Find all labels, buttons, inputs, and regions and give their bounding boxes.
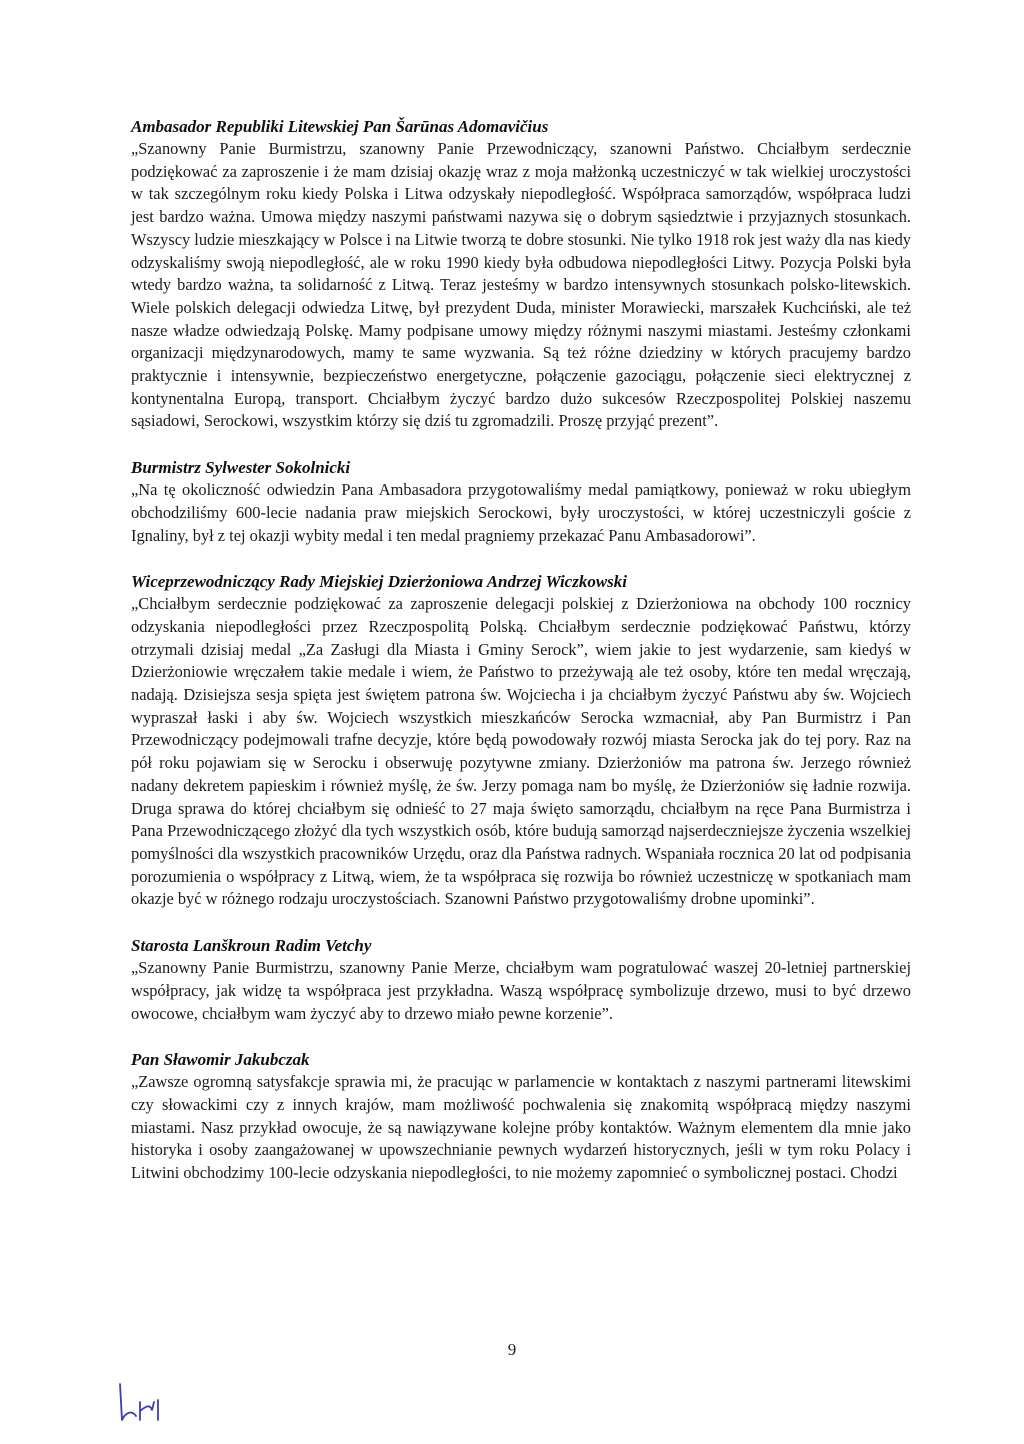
speech-text: „Szanowny Panie Burmistrzu, szanowny Panie Przewodniczący, szanowni Państwo. Chciałbym serdecznie podziękować za zaproszenie i że mam dzisiaj okazję wraz z moja małżonką uczestniczyć w tak wielkiej uroczystości w tak szczególnym roku kiedy Polska i Litwa odzyskały niepodległość. Współpraca samorządów, współpraca ludzi jest bardzo ważna. Umowa między naszymi państwami nazywa się o dobrym sąsiedztwie i przyjaznych stosunkach. Wszyscy ludzie mieszkający w Polsce i na Litwie tworzą te dobre stosunki. Nie tylko 1918 rok jest waży dla nas kiedy odzyskaliśmy swoją niepodległość, ale w roku 1990 kiedy była odbudowa niepodległości Litwy. Pozycja Polski była wtedy bardzo ważna, ta solidarność z Litwą. Teraz jesteśmy w bardzo intensywnych stosunkach polsko-litewskich. Wiele polskich delegacji odwiedza Litwę, był prezydent Duda, minister Morawiecki, marszałek Kuchciński, ale też nasze władze odwiedzają Polskę. Mamy podpisane umowy między różnymi naszymi miastami. Jesteśmy członkami organizacji międzynarodowych, mamy te same wyzwania. Są też różne dziedziny w których pracujemy bardzo praktycznie i intensywnie, bezpieczeństwo energetyczne, połączenie gazociągu, połączenie sieci elektrycznej z kontynentalna Europą, transport. Chciałbym życzyć bardzo dużo sukcesów Rzeczpospolitej Polskiej naszemu sąsiadowi, Serockowi, wszystkim którzy się dziś tu zgromadzili. Proszę przyjąć prezent”.	[131, 139, 911, 431]
document-page	[131, 116, 911, 1209]
speech-text: „Na tę okoliczność odwiedzin Pana Ambasadora przygotowaliśmy medal pamiątkowy, ponieważ w roku ubiegłym obchodziliśmy 600-lecie nadania praw miejskich Serockowi, były uroczystości, w której uczestniczyli goście z Ignaliny, był z tej okazji wybity medal i ten medal pragniemy przekazać Panu Ambasadorowi”.	[131, 480, 911, 545]
handwritten-initials-signature	[112, 1380, 172, 1424]
speech-section	[131, 571, 911, 911]
speech-text: „Chciałbym serdecznie podziękować za zaproszenie delegacji polskiej z Dzierżoniowa na obchody 100 rocznicy odzyskania niepodległości przez Rzeczpospolitą Polską. Chciałbym serdecznie podziękować Państwu, którzy otrzymali dzisiaj medal „Za Zasługi dla Miasta i Gminy Serock”, wiem jakie to jest wydarzenie, sam kiedyś w Dzierżoniowie wręczałem takie medale i wiem, że Państwo to przeżywają ale też osoby, które ten medal wręczają, nadają. Dzisiejsza sesja spięta jest świętem patrona św. Wojciecha i ja chciałbym życzyć Państwu aby św. Wojciech wypraszał łaski i aby św. Wojciech wszystkich mieszkańców Serocka wzmacniał, aby Pan Burmistrz i Pan Przewodniczący podejmowali trafne decyzje, które będą powodowały rozwój miasta Serocka jak do tej pory. Raz na pół roku pojawiam się w Serocku i obserwuję pozytywne zmiany. Dzierżoniów ma patrona św. Jerzego również nadany dekretem papieskim i również myślę, że św. Jerzy pomaga nam bo myślę, że Dzierżoniów się ładnie rozwija. Druga sprawa do której chciałbym się odnieść to 27 maja święto samorządu, chciałbym na ręce Pana Burmistrza i Pana Przewodniczącego złożyć dla tych wszystkich osób, które budują samorząd najserdeczniejsze życzenia wszelkiej pomyślności dla wszystkich pracowników Urzędu, oraz dla Państwa radnych. Wspaniała rocznica 20 lat od podpisania porozumienia o współpracy z Litwą, wiem, że ta współpraca się rozwija bo również uczestniczę w spotkaniach mam okazje być w różnego rodzaju uroczystościach. Szanowni Państwo przygotowaliśmy drobne upominki”.	[131, 594, 911, 909]
speech-text: „Zawsze ogromną satysfakcje sprawia mi, że pracując w parlamencie w kontaktach z naszymi partnerami litewskimi czy słowackimi czy z innych krajów, mam możliwość pochwalenia się znakomitą współpracą między naszymi miastami. Nasz przykład owocuje, że są nawiązywane kolejne próby kontaktów. Ważnym elementem dla mnie jako historyka i osoby zaangażowanej w upowszechnianie pewnych wydarzeń historycznych, jeśli w tym roku Polacy i Litwini obchodzimy 100-lecie odzyskania niepodległości, to nie możemy zapomnieć o symbolicznej postaci. Chodzi	[131, 1072, 911, 1183]
speaker-name: Burmistrz Sylwester Sokolnicki	[131, 458, 351, 478]
page-number: 9	[507, 1340, 517, 1359]
speech-section	[131, 1049, 911, 1185]
speaker-name: Ambasador Republiki Litewskiej Pan Šarūnas Adomavičius	[131, 117, 549, 136]
speaker-name: Starosta Lanškroun Radim Vetchy	[131, 936, 372, 956]
speech-section	[131, 116, 911, 433]
speaker-name: Pan Sławomir Jakubczak	[131, 1050, 310, 1070]
speech-section	[131, 457, 911, 547]
speaker-name: Wiceprzewodniczący Rady Miejskiej Dzierżoniowa Andrzej Wiczkowski	[131, 572, 628, 592]
speech-section	[131, 935, 911, 1025]
speech-text: „Szanowny Panie Burmistrzu, szanowny Panie Merze, chciałbym wam pogratulować waszej 20-letniej partnerskiej współpracy, jak widzę ta współpraca jest przykładna. Waszą współpracę symbolizuje drzewo, musi to być drzewo owocowe, chciałbym wam życzyć aby to drzewo miało pewne korzenie”.	[131, 958, 911, 1023]
